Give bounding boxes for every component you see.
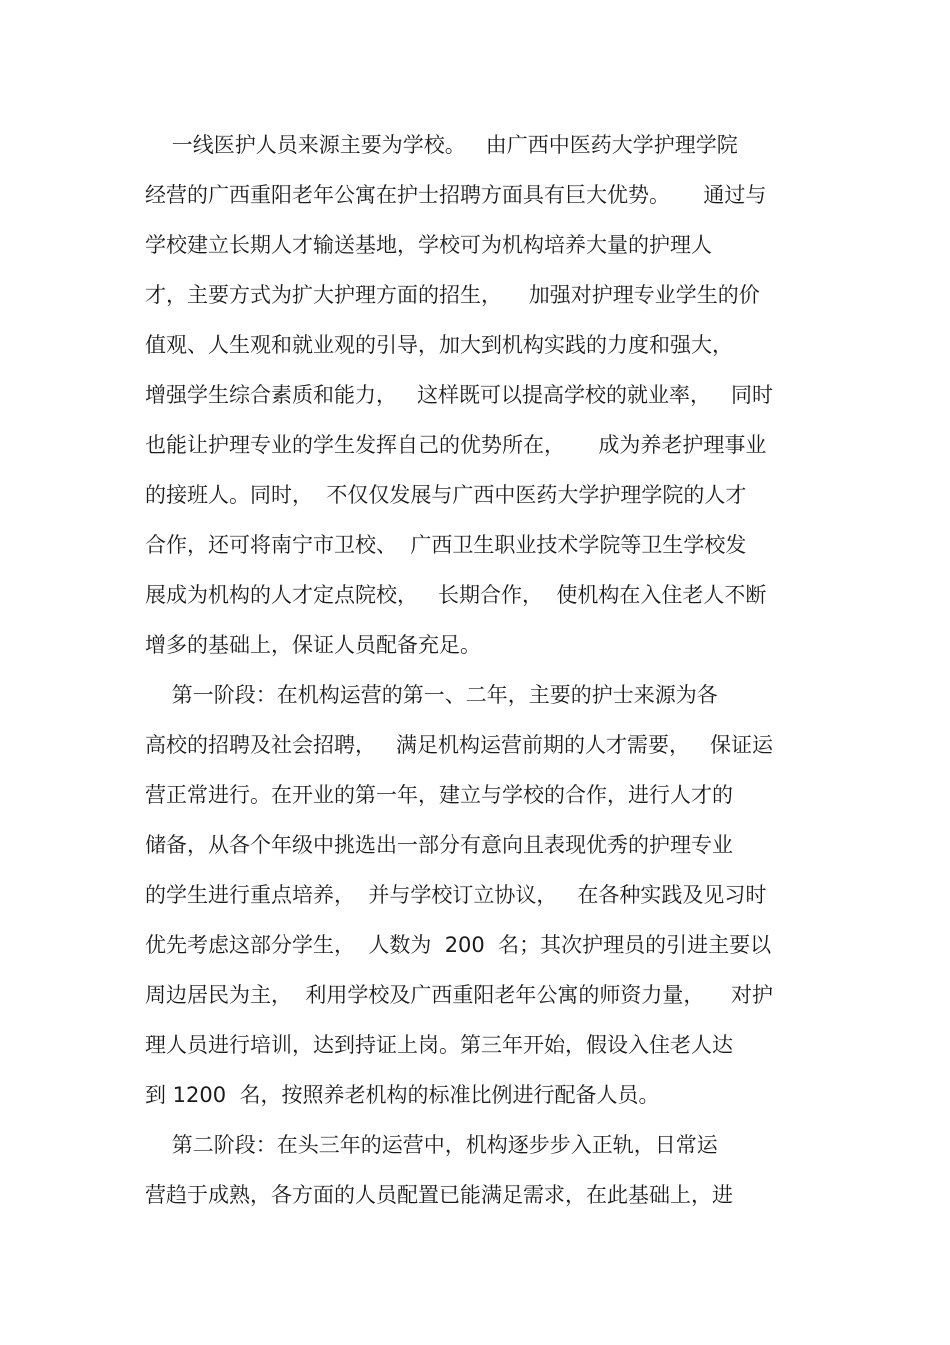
text-line: 第二阶段：在头三年的运营中，机构逐步步入正轨，日常运 — [145, 1133, 718, 1157]
text-line: 营趋于成熟，各方面的人员配置已能满足需求，在此基础上，进 — [145, 1183, 733, 1207]
text-line: 展成为机构的人才定点院校， 长期合作， 使机构在入住老人不断 — [145, 583, 767, 607]
text-line: 周边居民为主， 利用学校及广西重阳老年公寓的师资力量， 对护 — [145, 983, 774, 1007]
text-line: 优先考虑这部分学生， 人数为 200 名；其次护理员的引进主要以 — [145, 933, 772, 957]
text-line: 一线医护人员来源主要为学校。 由广西中医药大学护理学院 — [145, 133, 738, 157]
text-line: 值观、人生观和就业观的引导，加大到机构实践的力度和强大， — [145, 333, 733, 357]
text-line: 营正常进行。在开业的第一年，建立与学校的合作，进行人才的 — [145, 783, 733, 807]
text-line: 学校建立长期人才输送基地，学校可为机构培养大量的护理人 — [145, 233, 712, 257]
text-line: 才，主要方式为扩大护理方面的招生， 加强对护理专业学生的价 — [145, 283, 760, 307]
text-line: 理人员进行培训，达到持证上岗。第三年开始，假设入住老人达 — [145, 1033, 733, 1057]
text-line: 的接班人。同时， 不仅仅发展与广西中医药大学护理学院的人才 — [145, 483, 747, 507]
text-line: 增多的基础上，保证人员配备充足。 — [145, 633, 481, 657]
text-line: 的学生进行重点培养， 并与学校订立协议， 在各种实践及见习时 — [145, 883, 767, 907]
text-line: 增强学生综合素质和能力， 这样既可以提高学校的就业率， 同时 — [145, 383, 774, 407]
text-line: 储备，从各个年级中挑选出一部分有意向且表现优秀的护理专业 — [145, 833, 733, 857]
text-line: 也能让护理专业的学生发挥自己的优势所在， 成为养老护理事业 — [145, 433, 767, 457]
text-line: 合作，还可将南宁市卫校、 广西卫生职业技术学院等卫生学校发 — [145, 533, 747, 557]
text-line: 到 1200 名，按照养老机构的标准比例进行配备人员。 — [145, 1083, 660, 1107]
text-line: 高校的招聘及社会招聘， 满足机构运营前期的人才需要， 保证运 — [145, 733, 774, 757]
text-line: 第一阶段：在机构运营的第一、二年，主要的护士来源为各 — [145, 683, 718, 707]
text-line: 经营的广西重阳老年公寓在护士招聘方面具有巨大优势。 通过与 — [145, 183, 767, 207]
